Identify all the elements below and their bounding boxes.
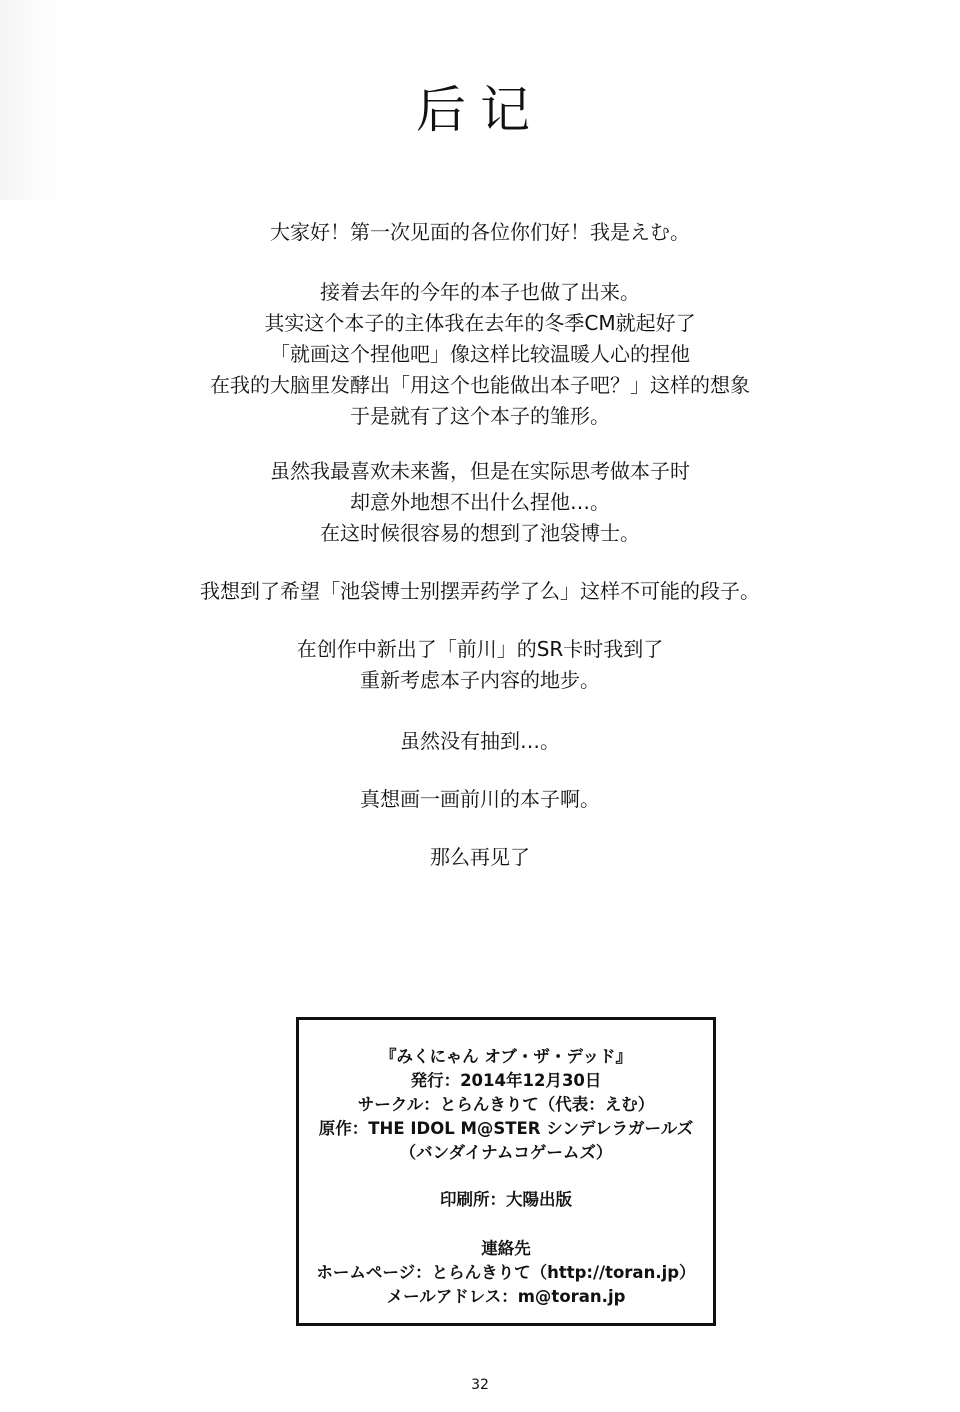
text-line: 真想画一画前川的本子啊。 — [360, 787, 600, 811]
text-line: 其实这个本子的主体我在去年的冬季CM就起好了 — [264, 311, 696, 335]
text-line: 接着去年的今年的本子也做了出来。 — [320, 280, 640, 304]
paragraph-joke — [0, 576, 960, 607]
paragraph-wish — [0, 784, 960, 815]
text-line: 在这时候很容易的想到了池袋博士。 — [320, 521, 640, 545]
paragraph-origin — [0, 277, 960, 432]
text-line: 在我的大脑里发酵出「用这个也能做出本子吧？」这样的想象 — [210, 373, 750, 397]
text-line: 我想到了希望「池袋博士别摆弄药学了么」这样不可能的段子。 — [200, 579, 760, 603]
paragraph-gacha — [0, 726, 960, 757]
colophon-contact-heading: 連絡先 — [481, 1239, 531, 1258]
colophon-release-date: 発行：2014年12月30日 — [410, 1071, 602, 1090]
text-line: 却意外地想不出什么捏他…。 — [350, 490, 610, 514]
colophon-original-company: （バンダイナムコゲームズ） — [399, 1143, 613, 1162]
colophon-email: メールアドレス：m@toran.jp — [386, 1287, 626, 1306]
colophon-homepage: ホームページ：とらんきりて（http://toran.jp） — [316, 1263, 696, 1282]
paragraph-farewell — [0, 842, 960, 873]
text-line: 在创作中新出了「前川」的SR卡时我到了 — [296, 637, 664, 661]
colophon-original-work: 原作：THE IDOL M@STER シンデレラガールズ — [318, 1119, 694, 1138]
text-line: 于是就有了这个本子的雏形。 — [350, 404, 610, 428]
text-line: 虽然我最喜欢未来酱，但是在实际思考做本子时 — [270, 459, 690, 483]
page-title: 后记 — [416, 81, 544, 139]
page-number: 32 — [471, 1377, 489, 1393]
colophon-box — [296, 1017, 716, 1326]
text-line: 那么再见了 — [430, 845, 530, 869]
text-line: 重新考虑本子内容的地步。 — [360, 668, 600, 692]
colophon-book-title: 『みくにゃん オブ・ザ・デッド』 — [379, 1047, 633, 1066]
paragraph-card — [0, 634, 960, 696]
paragraph-idea — [0, 456, 960, 549]
paragraph-greeting — [0, 217, 960, 248]
text-line: 虽然没有抽到…。 — [400, 729, 560, 753]
text-line: 大家好！第一次见面的各位你们好！我是えむ。 — [270, 220, 690, 244]
colophon-printer: 印刷所：大陽出版 — [440, 1190, 572, 1209]
text-line: 「就画这个捏他吧」像这样比较温暖人心的捏他 — [270, 342, 690, 366]
colophon-circle: サークル：とらんきりて（代表：えむ） — [357, 1095, 655, 1114]
